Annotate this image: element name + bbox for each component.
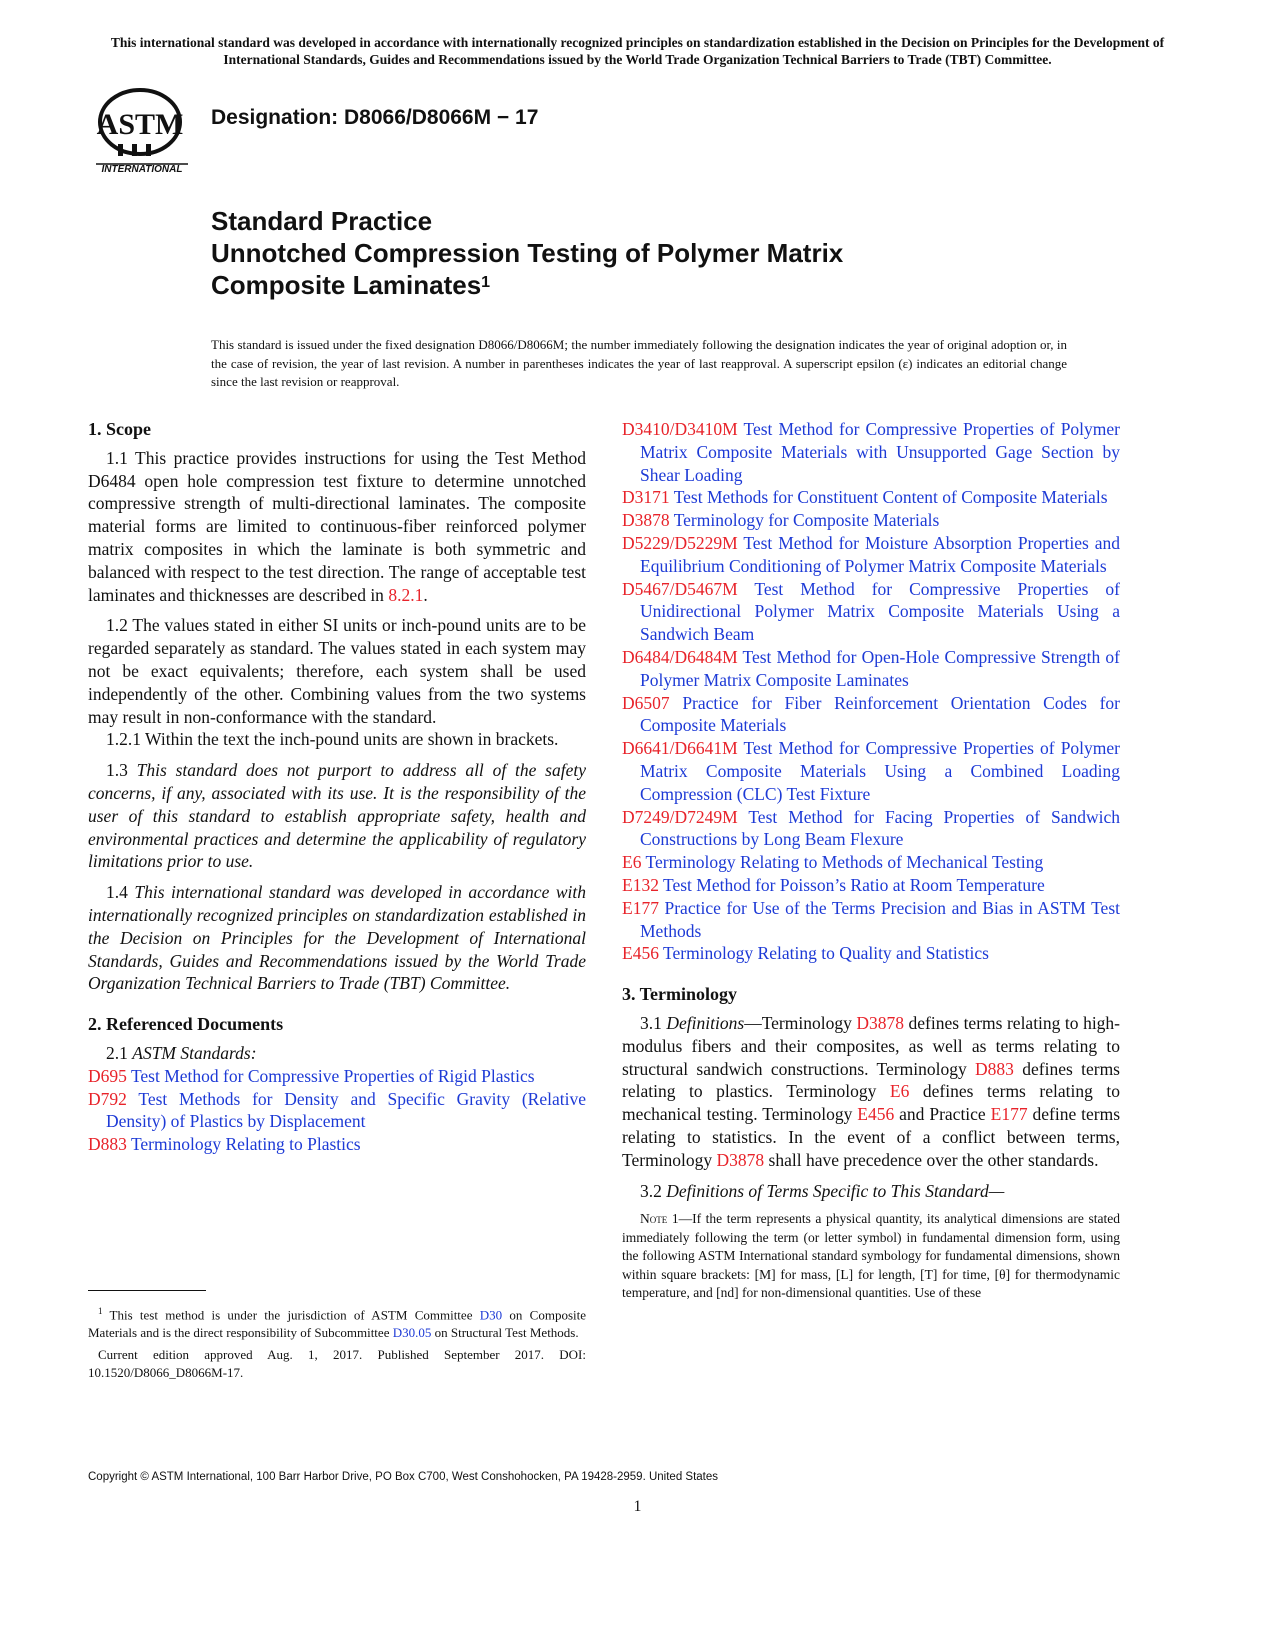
reference-item[interactable]: [88, 1133, 586, 1156]
terminology-heading: 3. Terminology: [622, 984, 738, 1005]
reference-item[interactable]: [622, 509, 1120, 532]
section-3-1-text: shall have precedence over the other standards.: [764, 1149, 1099, 1170]
left-column: [88, 418, 586, 1156]
section-3-1: [622, 1012, 1120, 1172]
section-1-4: [88, 881, 586, 995]
reference-code[interactable]: E456: [622, 943, 659, 964]
section-3-2-number: 3.2: [640, 1180, 667, 1201]
reference-item[interactable]: [622, 646, 1120, 692]
reference-title[interactable]: Test Method for Open-Hole Compressive Strength of Polymer Matrix Composite Laminates: [640, 646, 1120, 690]
section-1-4-number: 1.4: [106, 882, 135, 903]
reference-code[interactable]: D3171: [622, 487, 670, 508]
section-1-3: [88, 759, 586, 873]
reference-code[interactable]: E132: [622, 874, 659, 895]
section-1-2: 1.2 The values stated in either SI units or inch-pound units are to be regarded separately as standard. The values stated in each system may not be exact equivalents; therefore, each system shall be used independently of the other. Combining values from the two systems may result in non-conformance with the standard.: [88, 615, 586, 727]
section-3-1-text: —Terminology: [744, 1012, 857, 1033]
astm-logo-icon: [92, 86, 192, 176]
note-1: [622, 1210, 1120, 1303]
section-1-2-1: 1.2.1 Within the text the inch-pound units are shown in brackets.: [106, 729, 559, 750]
reference-code[interactable]: D3878: [622, 510, 670, 531]
reference-code[interactable]: D883: [88, 1134, 127, 1155]
title-footnote-mark: 1: [481, 274, 491, 291]
reference-item[interactable]: [88, 1088, 586, 1134]
section-2-1: [88, 1042, 586, 1065]
reference-code[interactable]: E6: [622, 852, 642, 873]
logo-text: INTERNATIONAL: [101, 164, 183, 175]
link-e6[interactable]: E6: [889, 1081, 910, 1102]
page-number: 1: [633, 1498, 642, 1515]
reference-code[interactable]: D5467/D5467M: [622, 578, 738, 599]
reference-item[interactable]: [622, 897, 1120, 943]
section-2-1-text: ASTM Standards:: [132, 1042, 257, 1063]
section-3-1-text: defines terms relating to high-modulus fibers and their composites, as well as terms relating to structural sandwich constructions. Terminology: [622, 1012, 1121, 1079]
title-line-3: [211, 269, 1111, 301]
reference-item[interactable]: [622, 806, 1120, 852]
astm-logo: [92, 86, 192, 176]
reference-title[interactable]: Test Method for Facing Properties of Sandwich Constructions by Long Beam Flexure: [640, 806, 1120, 850]
reference-item[interactable]: [622, 692, 1120, 738]
note-1-label: Note: [640, 1211, 668, 1227]
title-line-1: Standard Practice: [211, 206, 433, 236]
footnote-divider: [88, 1290, 206, 1291]
footnote-1-text: This test method is under the jurisdiction of ASTM Committee: [102, 1307, 480, 1323]
link-e456[interactable]: E456: [857, 1104, 895, 1125]
reference-title[interactable]: Terminology Relating to Plastics: [126, 1134, 361, 1155]
reference-code[interactable]: D7249/D7249M: [622, 806, 738, 827]
reference-title[interactable]: Terminology for Composite Materials: [669, 510, 940, 531]
section-3-1-text: define terms relating to statistics. In the event of a conflict between terms, Terminology: [622, 1104, 1121, 1170]
reference-code[interactable]: E177: [622, 897, 659, 918]
reference-title[interactable]: Test Method for Poisson’s Ratio at Room Temperature: [658, 874, 1045, 895]
title-line-2: Unnotched Compression Testing of Polymer Matrix: [211, 238, 844, 268]
reference-code[interactable]: D695: [88, 1065, 127, 1086]
reference-item[interactable]: [622, 737, 1120, 805]
reference-item[interactable]: [622, 942, 1120, 965]
reference-title[interactable]: Test Method for Compressive Properties of Polymer Matrix Composite Materials Using a Combined Loading Compression (CLC) Test Fixture: [640, 738, 1120, 804]
reference-title[interactable]: Test Methods for Density and Specific Gravity (Relative Density) of Plastics by Displacement: [106, 1088, 586, 1132]
section-1-3-text: This standard does not purport to address all of the safety concerns, if any, associated with its use. It is the responsibility of the user of this standard to establish appropriate safety, health and environmental practices and determine the applicability of regulatory limitations prior to use.: [88, 760, 586, 872]
reference-title[interactable]: Test Method for Compressive Properties of Polymer Matrix Composite Materials with Unsupported Gage Section by Shear Loading: [640, 419, 1120, 485]
reference-item[interactable]: [622, 851, 1120, 874]
right-column: [622, 418, 1120, 1303]
link-d3878[interactable]: D3878: [716, 1149, 765, 1170]
section-3-1-number: 3.1: [640, 1012, 667, 1033]
title-line-3-text: Composite Laminates: [211, 270, 482, 300]
footnotes: [88, 1302, 586, 1386]
section-3-1-text: defines terms relating to plastics. Terminology: [622, 1058, 1120, 1102]
section-1-3-number: 1.3: [106, 760, 137, 781]
reference-item[interactable]: [622, 578, 1120, 646]
reference-title[interactable]: Test Method for Compressive Properties of Rigid Plastics: [126, 1065, 535, 1086]
reference-item[interactable]: [622, 874, 1120, 897]
section-3-1-text: and Practice: [894, 1104, 991, 1125]
referenced-documents-heading: 2. Referenced Documents: [88, 1014, 284, 1035]
section-1-4-text: This international standard was developed in accordance with internationally recognized principles on standardization established in the Decision on Principles for the Development of International Standards, Guides and Recommendations issued by the World Trade Organization Technical Barriers to Trade (TBT) Committee.: [88, 882, 587, 994]
document-title: [211, 205, 1111, 301]
svg-text:ASTM: ASTM: [96, 108, 184, 141]
section-3-2: [622, 1180, 1120, 1203]
reference-title[interactable]: Practice for Fiber Reinforcement Orientation Codes for Composite Materials: [640, 692, 1120, 736]
link-d30-05[interactable]: D30.05: [392, 1325, 432, 1341]
copyright: Copyright © ASTM International, 100 Barr Harbor Drive, PO Box C700, West Conshohocken, PA 19428-2959. United States: [88, 1471, 719, 1483]
reference-item[interactable]: [88, 1065, 586, 1088]
footnote-1: [88, 1302, 586, 1342]
footnote-2: Current edition approved Aug. 1, 2017. Published September 2017. DOI: 10.1520/D8066_D8066M-17.: [88, 1347, 586, 1381]
top-notice: This international standard was developed in accordance with internationally recognized principles on standardization established in the Decision on Principles for the Development of International Standards, Guides and Recommendations issued by the World Trade Organization Technical Barriers to Trade (TBT) Committee.: [110, 35, 1165, 67]
reference-item[interactable]: [622, 486, 1120, 509]
reference-title[interactable]: Test Methods for Constituent Content of Composite Materials: [669, 487, 1108, 508]
reference-title[interactable]: Test Method for Moisture Absorption Properties and Equilibrium Conditioning of Polymer Matrix Composite Materials: [640, 532, 1120, 576]
link-d3878[interactable]: D3878: [856, 1012, 904, 1033]
reference-title[interactable]: Terminology Relating to Methods of Mechanical Testing: [641, 852, 1044, 873]
link-e177[interactable]: E177: [990, 1104, 1028, 1125]
note-1-text: 1—If the term represents a physical quantity, its analytical dimensions are stated immediately following the term (or letter symbol) in fundamental dimension form, using the following ASTM International standard symbology for fundamental dimensions, shown within square brackets: [M] for mass, [L] for length, [T] for time, [θ] for thermodynamic temperature, and [nd] for non-dimensional quantities. Use of these: [622, 1211, 1120, 1301]
section-3-2-text: Definitions of Terms Specific to This Standard—: [666, 1180, 1005, 1201]
reference-code[interactable]: D6484/D6484M: [622, 646, 738, 667]
footnote-1-text: on Structural Test Methods.: [431, 1325, 579, 1341]
reference-code[interactable]: D6507: [622, 692, 670, 713]
reference-item[interactable]: [622, 418, 1120, 486]
section-2-1-number: 2.1: [106, 1042, 133, 1063]
section-3-1-text: defines terms relating to mechanical testing. Terminology: [622, 1081, 1120, 1125]
footnote-1-text: on Composite Materials and is the direct responsibility of Subcommittee: [88, 1307, 586, 1341]
reference-title[interactable]: Test Method for Compressive Properties of Unidirectional Polymer Matrix Composite Materials Using a Sandwich Beam: [640, 578, 1120, 645]
reference-item[interactable]: [622, 532, 1120, 578]
reference-code[interactable]: D792: [88, 1088, 127, 1109]
section-1-1: [88, 447, 586, 607]
designation: Designation: D8066/D8066M − 17: [211, 106, 539, 129]
reference-code[interactable]: D3410/D3410M: [622, 419, 738, 439]
section-3-1-label: Definitions: [666, 1012, 745, 1033]
issued-note: This standard is issued under the fixed designation D8066/D8066M; the number immediately following the designation indicates the year of original adoption or, in the case of revision, the year of last revision. A number in parentheses indicates the year of last reapproval. A superscript epsilon (ε) indicates an editorial change since the last revision or reapproval.: [211, 337, 1067, 389]
reference-title[interactable]: Terminology Relating to Quality and Statistics: [658, 943, 989, 964]
reference-code[interactable]: D5229/D5229M: [622, 532, 738, 553]
reference-title[interactable]: Practice for Use of the Terms Precision and Bias in ASTM Test Methods: [640, 897, 1120, 941]
link-8-2-1[interactable]: 8.2.1: [388, 584, 424, 605]
scope-heading: 1. Scope: [88, 419, 151, 439]
link-d30[interactable]: D30: [479, 1307, 503, 1323]
footnote-1-mark: 1: [98, 1306, 103, 1316]
reference-code[interactable]: D6641/D6641M: [622, 738, 738, 759]
link-d883[interactable]: D883: [975, 1058, 1014, 1079]
section-1-1-text: 1.1 This practice provides instructions for using the Test Method D6484 open hole compression test fixture to determine unnotched compressive strength of multi-directional laminates. The composite material forms are limited to continuous-fiber reinforced polymer matrix composites in which the laminate is both symmetric and balanced with respect to the test direction. The range of acceptable test laminates and thicknesses are described in: [88, 447, 586, 605]
section-1-1-end: .: [423, 584, 428, 605]
